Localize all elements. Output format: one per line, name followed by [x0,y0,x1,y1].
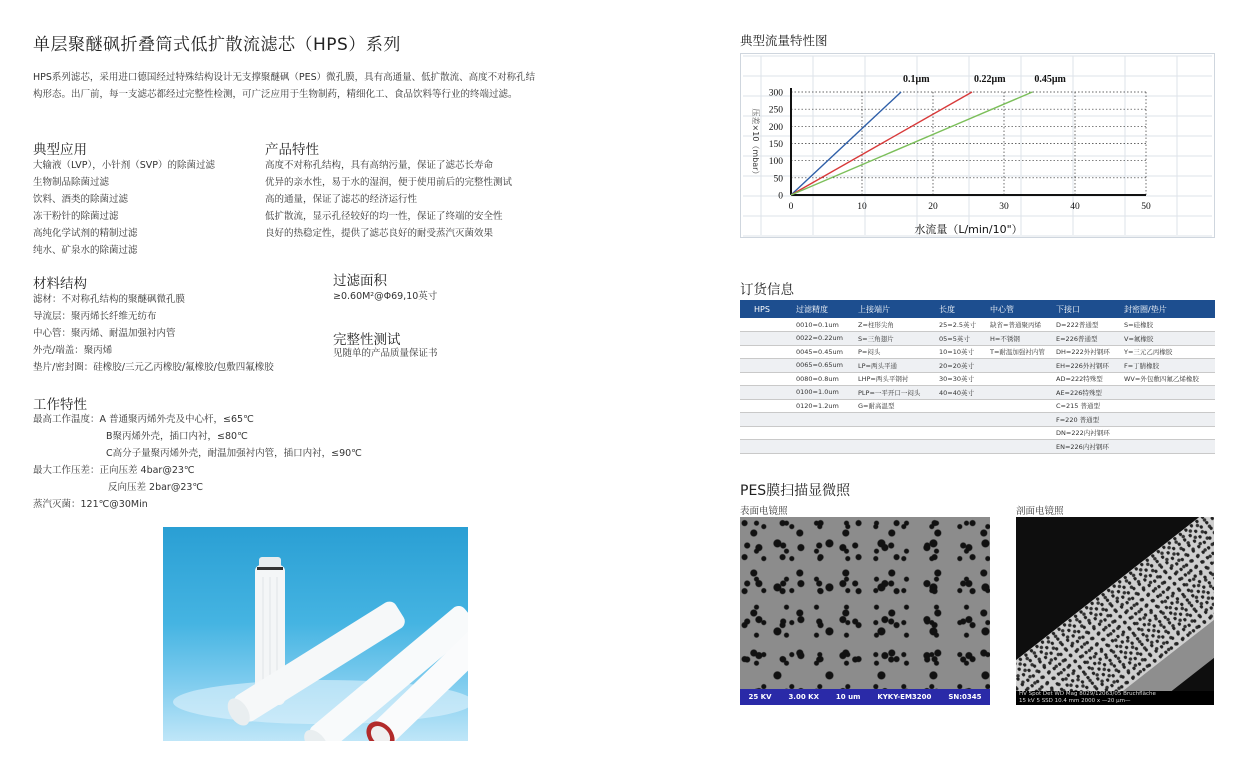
flow-characteristic-chart [741,54,1214,237]
x-tick-label: 0 [788,202,794,212]
table-row [740,359,1215,373]
chart-section-title: 典型流量特性图 [740,33,828,48]
table-cell [1116,399,1215,413]
sem-bar-text: KYKY-EM3200 [877,693,932,701]
table-cell [1116,440,1215,454]
list-item: 最大工作压差：正向压差 4bar@23℃ [33,465,195,476]
table-cell: 25=2.5英寸 [931,318,982,332]
table-cell: D=222普通型 [1048,318,1116,332]
series-line [791,92,972,195]
table-header-row [740,300,1215,318]
table-cell: 0022=0.22um [788,332,850,346]
table-cell [850,413,931,427]
list-item: 低扩散流，显示孔径较好的均一性，保证了终端的安全性 [265,211,503,222]
table-cell: EH=226外衬钢环 [1048,359,1116,373]
sem-info-bar [740,689,990,705]
table-cell [1116,413,1215,427]
list-item: B聚丙烯外壳，插口内衬，≤80℃ [106,431,248,442]
materials-heading: 材料结构 [33,276,87,292]
list-item: 良好的热稳定性，提供了滤芯良好的耐受蒸汽灭菌效果 [265,228,494,239]
materials-list [33,291,274,376]
table-cell: G=耐高温型 [850,399,931,413]
sem-bar-text: 15 kV 5 SSD 10.4 mm 2000 x —20 μm— [1019,698,1131,704]
y-tick-label: 0 [778,191,783,202]
column-header: 过滤精度 [788,300,850,318]
sem-bar-text: HV Spot Det WD Mag 8029/12063/05 Bruchfläche [1019,691,1156,697]
y-tick-label: 300 [768,88,783,99]
sem-bar-text: 25 KV [748,693,772,701]
x-tick-label: 10 [857,202,867,212]
order-table [740,300,1215,454]
y-tick-label: 150 [768,140,783,150]
y-axis-label: 压差×10（mbar） [751,108,760,179]
series-line [791,92,901,195]
column-header: 中心管 [982,300,1048,318]
sem-bar-text: 3.00 KX [788,693,819,701]
list-item: C高分子量聚丙烯外壳，耐温加强衬内管，插口内衬，≤90℃ [106,448,362,459]
sem-bar-text: 10 um [835,693,861,701]
table-cell [931,440,982,454]
table-cell: F=220 普通型 [1048,413,1116,427]
table-cell [788,440,850,454]
table-cell [740,332,788,346]
list-item: 饮料、酒类的除菌过滤 [33,194,129,205]
column-header: 封密圈/垫片 [1116,300,1215,318]
table-row [740,413,1215,427]
table-cell [740,359,788,373]
y-tick-label: 100 [768,157,783,168]
flow-chart-frame [740,53,1215,238]
table-cell [982,386,1048,400]
table-cell: E=226普通型 [1048,332,1116,346]
list-item: 生物制品除菌过滤 [33,177,110,188]
table-cell: F=丁腈橡胶 [1116,359,1215,373]
table-cell: EN=226内衬钢环 [1048,440,1116,454]
table-cell: LHP=两头平钢衬 [850,372,931,386]
x-tick-label: 50 [1141,202,1151,212]
table-cell: AE=226特殊型 [1048,386,1116,400]
list-item: 高度不对称孔结构，具有高纳污量，保证了滤芯长寿命 [265,160,494,171]
column-header: 下接口 [1048,300,1116,318]
table-cell [740,372,788,386]
series-label: 0.22μm [974,74,1006,85]
series-label: 0.45μm [1034,74,1066,85]
table-cell [740,413,788,427]
y-tick-label: 200 [768,122,783,133]
table-cell [740,386,788,400]
table-cell [740,399,788,413]
table-cell [1116,386,1215,400]
table-cell [982,399,1048,413]
product-photo [163,527,468,741]
list-item: 最高工作温度：A 普通聚丙烯外壳及中心杆，≤65℃ [33,414,254,425]
x-tick-label: 40 [1070,202,1080,212]
table-cell: S=硅橡胶 [1116,318,1215,332]
filter-area-heading: 过滤面积 [333,273,387,289]
table-cell: P=闷头 [850,345,931,359]
list-item: 冻干粉针的除菌过滤 [33,211,119,222]
table-row [740,372,1215,386]
table-cell: T=耐温加强衬内管 [982,345,1048,359]
list-item: 垫片/密封圈：硅橡胶/三元乙丙橡胶/氟橡胶/包敷四氟橡胶 [33,362,274,373]
table-cell [982,372,1048,386]
table-cell [788,426,850,440]
order-heading: 订货信息 [740,282,794,298]
table-cell: 0080=0.8um [788,372,850,386]
table-row [740,426,1215,440]
y-tick-label: 50 [773,174,783,185]
y-tick-label: 250 [768,105,783,116]
list-item: 导流层：聚丙烯长纤维无纺布 [33,311,157,322]
table-cell: 0065=0.65um [788,359,850,373]
list-item: 反向压差 2bar@23℃ [108,482,204,493]
list-item: 大输液（LVP），小针剂（SVP）的除菌过滤 [33,160,215,171]
applications-heading: 典型应用 [33,142,87,158]
list-item: 滤材：不对称孔结构的聚醚砜微孔膜 [33,294,186,305]
table-cell [740,345,788,359]
table-row [740,386,1215,400]
x-tick-label: 20 [928,202,938,212]
features-list [265,157,512,242]
work-heading: 工作特性 [33,397,87,413]
table-cell: 40=40英寸 [931,386,982,400]
table-cell: 缺省=普通聚丙烯 [982,318,1048,332]
table-cell: DN=222内衬钢环 [1048,426,1116,440]
table-cell: WV=外包敷四氟乙烯橡胶 [1116,372,1215,386]
list-item: 高纯化学试剂的精制过滤 [33,228,138,239]
table-cell [982,359,1048,373]
series-label: 0.1μm [903,74,930,85]
table-cell [931,426,982,440]
section-sem-image [1016,517,1214,705]
table-cell: C=215 普通型 [1048,399,1116,413]
filter-cartridges-illustration [163,527,468,741]
surface-sem-image [740,517,990,705]
integrity-text: 见随单的产品质量保证书 [333,348,438,359]
table-cell: 10=10英寸 [931,345,982,359]
table-row [740,440,1215,454]
table-row [740,318,1215,332]
table-cell: AD=222特殊型 [1048,372,1116,386]
table-cell: PLP=一平开口一闷头 [850,386,931,400]
table-cell [931,399,982,413]
table-row [740,345,1215,359]
table-cell [982,440,1048,454]
table-cell: H=不锈钢 [982,332,1048,346]
section-caption: 剖面电镜照 [1016,506,1064,517]
table-cell [740,426,788,440]
list-item: 蒸汽灭菌：121℃@30Min [33,499,148,510]
table-cell: Z=柱形尖角 [850,318,931,332]
list-item: 中心管：聚丙烯、耐温加强衬内管 [33,328,176,339]
table-cell: 30=30英寸 [931,372,982,386]
features-heading: 产品特性 [265,142,319,158]
surface-caption: 表面电镜照 [740,506,788,517]
integrity-heading: 完整性测试 [333,332,401,348]
table-cell [788,413,850,427]
column-header: 上接端片 [850,300,931,318]
sem-heading: PES膜扫描显微照 [740,483,851,499]
sem-bar-text: SN:0345 [948,693,982,701]
table-cell: V=氟橡胶 [1116,332,1215,346]
column-header: 长度 [931,300,982,318]
table-cell: 20=20英寸 [931,359,982,373]
table-row [740,399,1215,413]
intro-text: HPS系列滤芯，采用进口德国经过特殊结构设计无支撑聚醚砜（PES）微孔膜，具有高通量、低扩散流、高度不对称孔结构形态。出厂前，每一支滤芯都经过完整性检测，可广泛应用于生物制药，精细化工、食品饮料等行业的终端过滤。 [33,72,536,100]
table-cell: 0120=1.2um [788,399,850,413]
table-cell: S=三角翅片 [850,332,931,346]
list-item: 外壳/端盖：聚丙烯 [33,345,113,356]
table-cell: 0010=0.1um [788,318,850,332]
table-cell: Y=三元乙丙橡胶 [1116,345,1215,359]
table-cell [850,440,931,454]
table-cell [931,413,982,427]
page-title: 单层聚醚砜折叠筒式低扩散流滤芯（HPS）系列 [33,35,401,55]
table-cell: 0100=1.0um [788,386,850,400]
table-row [740,332,1215,346]
table-cell [982,426,1048,440]
column-header: HPS [740,300,788,318]
table-cell: 05=5英寸 [931,332,982,346]
x-axis-label: 水流量（L/min/10"） [914,223,1023,236]
table-cell [740,318,788,332]
table-cell: 0045=0.45um [788,345,850,359]
table-cell [1116,426,1215,440]
table-cell [982,413,1048,427]
table-cell: LP=两头平通 [850,359,931,373]
work-list [33,411,362,513]
list-item: 纯水、矿泉水的除菌过滤 [33,245,138,256]
list-item: 高的通量，保证了滤芯的经济运行性 [265,194,418,205]
sem-info-bar [1016,691,1214,705]
applications-list [33,157,215,259]
x-tick-label: 30 [999,202,1009,212]
list-item: 优异的亲水性，易于水的湿润，便于使用前后的完整性测试 [265,177,513,188]
table-cell: DH=222外衬钢环 [1048,345,1116,359]
table-cell [740,440,788,454]
filter-area-text: ≥0.60M²@Φ69,10英寸 [333,291,438,302]
table-cell [850,426,931,440]
